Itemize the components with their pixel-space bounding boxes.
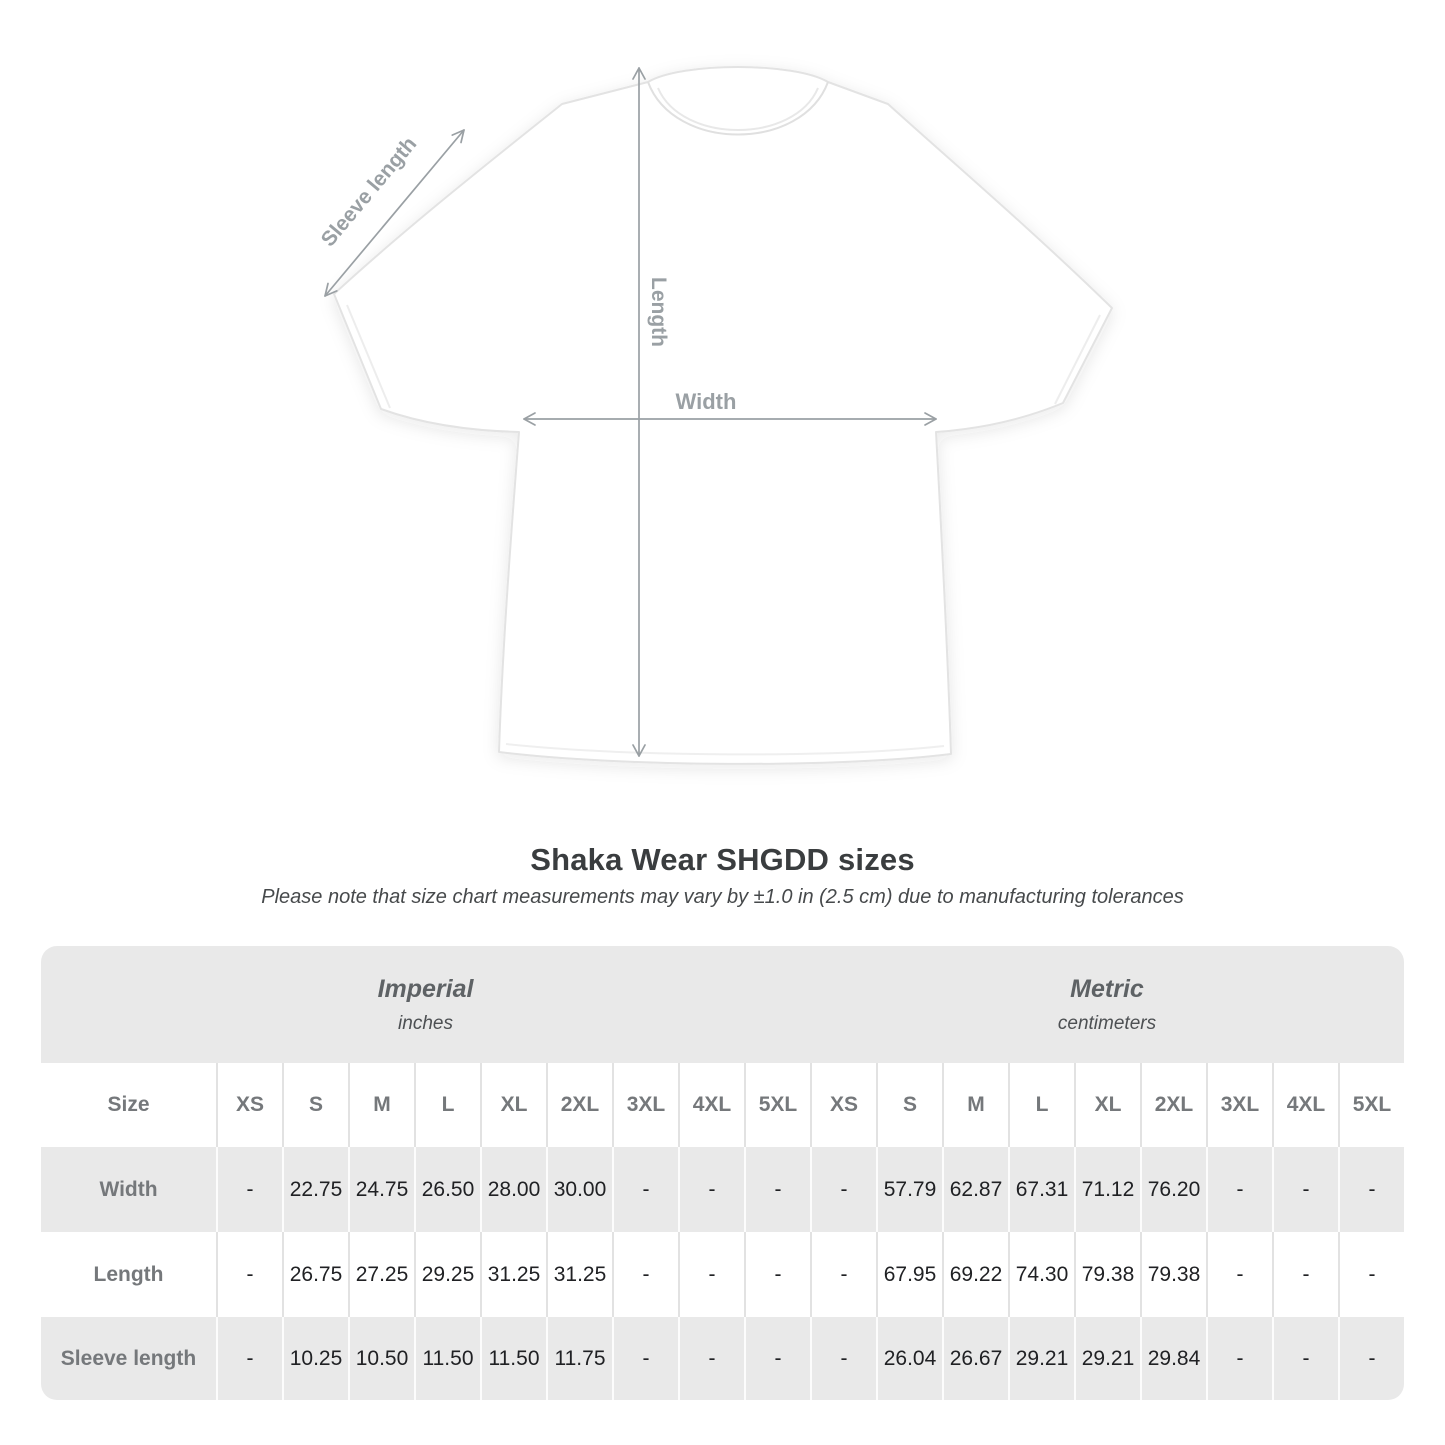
- page-title: Shaka Wear SHGDD sizes: [530, 842, 915, 877]
- value-cell: 29.84: [1140, 1317, 1206, 1400]
- value-cell: -: [810, 1147, 876, 1232]
- value-cell: -: [1338, 1147, 1404, 1232]
- table-row-sleeve-length: [41, 1317, 1404, 1400]
- value-cell: -: [678, 1317, 744, 1400]
- value-cell: -: [1338, 1232, 1404, 1317]
- value-cell: 31.25: [546, 1232, 612, 1317]
- value-cell: -: [216, 1232, 282, 1317]
- value-cell: 71.12: [1074, 1147, 1140, 1232]
- value-cell: 31.25: [480, 1232, 546, 1317]
- value-cell: -: [744, 1232, 810, 1317]
- imperial-unit: inches: [398, 1012, 453, 1034]
- metric-unit: centimeters: [1057, 1012, 1157, 1034]
- value-cell: -: [1206, 1147, 1272, 1232]
- size-col-header: S: [876, 1063, 942, 1147]
- value-cell: 28.00: [480, 1147, 546, 1232]
- length-label: Length: [647, 277, 670, 347]
- size-col-header: L: [414, 1063, 480, 1147]
- width-label: Width: [675, 389, 737, 414]
- table-row-width: [41, 1147, 1404, 1232]
- value-cell: -: [1206, 1232, 1272, 1317]
- value-cell: 10.50: [348, 1317, 414, 1400]
- size-col-header: M: [942, 1063, 1008, 1147]
- metric-section-header: [810, 946, 1404, 1063]
- tshirt-body: [334, 67, 1112, 764]
- value-cell: 26.04: [876, 1317, 942, 1400]
- tolerance-note: Please note that size chart measurements may vary by ±1.0 in (2.5 cm) due to manufacturing tolerances: [261, 886, 1184, 908]
- size-col-header: 4XL: [1272, 1063, 1338, 1147]
- size-col-header: 4XL: [678, 1063, 744, 1147]
- value-cell: -: [1272, 1232, 1338, 1317]
- size-col-header: XL: [1074, 1063, 1140, 1147]
- size-col-header: 5XL: [1338, 1063, 1404, 1147]
- size-col-header: 2XL: [1140, 1063, 1206, 1147]
- size-col-header: S: [282, 1063, 348, 1147]
- value-cell: -: [678, 1232, 744, 1317]
- value-cell: 22.75: [282, 1147, 348, 1232]
- value-cell: 11.50: [480, 1317, 546, 1400]
- row-label: Width: [99, 1177, 158, 1201]
- imperial-section-header: [41, 946, 810, 1063]
- value-cell: 11.50: [414, 1317, 480, 1400]
- value-cell: 26.75: [282, 1232, 348, 1317]
- value-cell: 67.31: [1008, 1147, 1074, 1232]
- size-col-header: L: [1008, 1063, 1074, 1147]
- value-cell: 67.95: [876, 1232, 942, 1317]
- value-cell: 76.20: [1140, 1147, 1206, 1232]
- table-rows: [41, 1063, 1404, 1400]
- value-cell: -: [1338, 1317, 1404, 1400]
- title-block: [0, 842, 1445, 909]
- unit-header-band: [41, 946, 1404, 1063]
- value-cell: -: [678, 1147, 744, 1232]
- value-cell: 74.30: [1008, 1232, 1074, 1317]
- value-cell: 69.22: [942, 1232, 1008, 1317]
- value-cell: -: [1206, 1317, 1272, 1400]
- value-cell: -: [216, 1317, 282, 1400]
- size-col-header: 3XL: [1206, 1063, 1272, 1147]
- value-cell: 57.79: [876, 1147, 942, 1232]
- value-cell: 29.25: [414, 1232, 480, 1317]
- value-cell: 62.87: [942, 1147, 1008, 1232]
- value-cell: 79.38: [1074, 1232, 1140, 1317]
- row-label: Size: [107, 1093, 150, 1116]
- value-cell: -: [612, 1317, 678, 1400]
- value-cell: 24.75: [348, 1147, 414, 1232]
- row-label: Length: [93, 1262, 164, 1286]
- table-row-length: [41, 1232, 1404, 1317]
- value-cell: -: [612, 1147, 678, 1232]
- sleeve-length-label: Sleeve length: [316, 132, 422, 252]
- row-label: Sleeve length: [60, 1347, 197, 1370]
- size-col-header: XL: [480, 1063, 546, 1147]
- value-cell: 29.21: [1074, 1317, 1140, 1400]
- value-cell: 27.25: [348, 1232, 414, 1317]
- size-col-header: M: [348, 1063, 414, 1147]
- value-cell: 79.38: [1140, 1232, 1206, 1317]
- value-cell: -: [216, 1147, 282, 1232]
- value-cell: 26.50: [414, 1147, 480, 1232]
- value-cell: -: [1272, 1147, 1338, 1232]
- value-cell: -: [612, 1232, 678, 1317]
- value-cell: 10.25: [282, 1317, 348, 1400]
- size-header-row: [41, 1063, 1404, 1147]
- size-table: [41, 946, 1404, 1400]
- size-col-header: 3XL: [612, 1063, 678, 1147]
- imperial-label: Imperial: [377, 974, 474, 1003]
- value-cell: 11.75: [546, 1317, 612, 1400]
- value-cell: -: [810, 1232, 876, 1317]
- metric-label: Metric: [1070, 974, 1144, 1003]
- value-cell: -: [810, 1317, 876, 1400]
- value-cell: -: [1272, 1317, 1338, 1400]
- value-cell: -: [744, 1317, 810, 1400]
- value-cell: -: [744, 1147, 810, 1232]
- size-col-header: XS: [810, 1063, 876, 1147]
- size-col-header: XS: [216, 1063, 282, 1147]
- value-cell: 26.67: [942, 1317, 1008, 1400]
- value-cell: 30.00: [546, 1147, 612, 1232]
- size-col-header: 2XL: [546, 1063, 612, 1147]
- size-col-header: 5XL: [744, 1063, 810, 1147]
- value-cell: 29.21: [1008, 1317, 1074, 1400]
